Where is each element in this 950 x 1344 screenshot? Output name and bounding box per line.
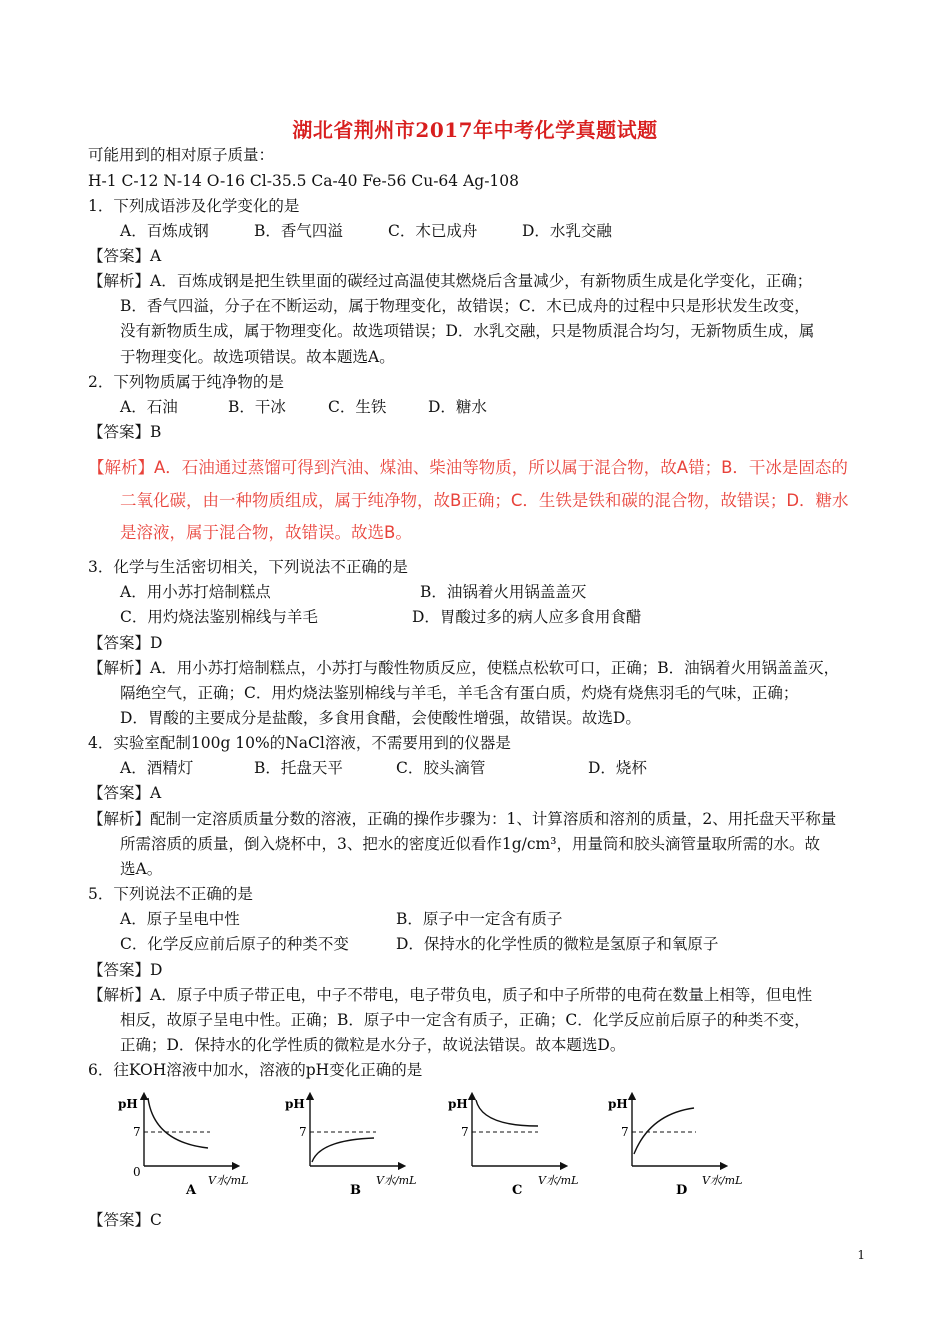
q1-option-b: B．香气四溢 bbox=[254, 222, 343, 240]
q5-option-b: B．原子中一定含有质子 bbox=[396, 910, 563, 928]
q3-option-c: C．用灼烧法鉴别棉线与羊毛 bbox=[120, 608, 318, 626]
q2-option-a: A．石油 bbox=[120, 398, 178, 416]
q1-analysis-line: 没有新物质生成，属于物理变化。故选项错误；D．水乳交融，只是物质混合均匀，无新物质生成，属 bbox=[120, 322, 815, 340]
q3-answer: 【答案】D bbox=[88, 634, 163, 652]
q2-option-d: D．糖水 bbox=[428, 398, 487, 416]
graph-c-ylabel: pH bbox=[448, 1097, 468, 1111]
q3-stem: 3．化学与生活密切相关，下列说法不正确的是 bbox=[88, 558, 408, 576]
q3-option-d: D．胃酸过多的病人应多食用食醋 bbox=[412, 608, 642, 626]
q1-answer: 【答案】A bbox=[88, 247, 162, 265]
q1-analysis-line: 【解析】A．百炼成钢是把生铁里面的碳经过高温使其燃烧后含量减少，有新物质生成是化学变化，正确； bbox=[88, 272, 813, 290]
q5-answer: 【答案】D bbox=[88, 961, 163, 979]
q2-stem: 2．下列物质属于纯净物的是 bbox=[88, 373, 284, 391]
q3-analysis-line: D．胃酸的主要成分是盐酸，多食用食醋，会使酸性增强，故错误。故选D。 bbox=[120, 709, 641, 727]
q6-stem: 6．往KOH溶液中加水，溶液的pH变化正确的是 bbox=[88, 1061, 423, 1079]
graph-a-ylabel: pH bbox=[118, 1097, 138, 1111]
q4-option-c: C．胶头滴管 bbox=[396, 759, 486, 777]
ph-graphs-figure bbox=[110, 1092, 770, 1204]
q2-option-b: B．干冰 bbox=[228, 398, 286, 416]
q2-analysis-line: 【解析】A．石油通过蒸馏可得到汽油、煤油、柴油等物质，所以属于混合物，故A错；B．干冰是固态的 bbox=[88, 458, 848, 477]
q5-option-d: D．保持水的化学性质的微粒是氢原子和氧原子 bbox=[396, 935, 719, 953]
q2-analysis-line: 是溶液，属于混合物，故错误。故选B。 bbox=[120, 523, 412, 542]
q5-option-a: A．原子呈电中性 bbox=[120, 910, 240, 928]
graph-c-seven: 7 bbox=[461, 1125, 469, 1139]
q4-analysis-line: 【解析】配制一定溶质质量分数的溶液，正确的操作步骤为：1、计算溶质和溶剂的质量，2、用托盘天平称量 bbox=[88, 810, 837, 828]
q4-analysis-line: 选A。 bbox=[120, 860, 163, 878]
page-title: 湖北省荆州市2017年中考化学真题试题 bbox=[292, 118, 658, 142]
q4-option-b: B．托盘天平 bbox=[254, 759, 343, 777]
graph-b-xlabel: V水/mL bbox=[376, 1174, 417, 1187]
graph-d-letter: D bbox=[676, 1183, 688, 1198]
q1-option-c: C．木已成舟 bbox=[388, 222, 478, 240]
q1-analysis-line: B．香气四溢，分子在不断运动，属于物理变化，故错误；C．木已成舟的过程中只是形状发生改变， bbox=[120, 297, 810, 315]
graph-b-letter: B bbox=[350, 1183, 361, 1198]
q4-stem: 4．实验室配制100g 10%的NaCl溶液，不需要用到的仪器是 bbox=[88, 734, 511, 752]
graph-a-letter: A bbox=[186, 1183, 197, 1198]
q1-stem: 1．下列成语涉及化学变化的是 bbox=[88, 197, 300, 215]
ph-graph-c bbox=[448, 1096, 578, 1198]
q1-option-a: A．百炼成钢 bbox=[120, 222, 209, 240]
graph-a-seven: 7 bbox=[133, 1125, 141, 1139]
q3-option-a: A．用小苏打焙制糕点 bbox=[120, 583, 271, 601]
q3-analysis-line: 【解析】A．用小苏打焙制糕点，小苏打与酸性物质反应，使糕点松软可口，正确；B．油锅着火用锅盖盖灭， bbox=[88, 659, 840, 677]
q1-option-d: D．水乳交融 bbox=[522, 222, 612, 240]
q1-analysis-line: 于物理变化。故选项错误。故本题选A。 bbox=[120, 348, 395, 366]
ph-graph-a bbox=[118, 1096, 248, 1198]
q5-option-c: C．化学反应前后原子的种类不变 bbox=[120, 935, 349, 953]
graph-a-zero: 0 bbox=[133, 1165, 141, 1179]
q5-analysis-line: 相反，故原子呈电中性。正确；B．原子中一定含有质子，正确；C．化学反应前后原子的种类不变， bbox=[120, 1011, 810, 1029]
q6-answer: 【答案】C bbox=[88, 1211, 162, 1229]
q2-answer: 【答案】B bbox=[88, 423, 162, 441]
q4-answer: 【答案】A bbox=[88, 784, 162, 802]
ph-graph-d bbox=[608, 1096, 742, 1198]
graph-c-letter: C bbox=[512, 1183, 523, 1198]
graph-d-ylabel: pH bbox=[608, 1097, 628, 1111]
graph-d-xlabel: V水/mL bbox=[702, 1174, 743, 1187]
graph-d-seven: 7 bbox=[621, 1125, 629, 1139]
graph-b-seven: 7 bbox=[299, 1125, 307, 1139]
q4-option-a: A．酒精灯 bbox=[120, 759, 194, 777]
graph-b-ylabel: pH bbox=[285, 1097, 305, 1111]
ph-graph-b bbox=[285, 1096, 416, 1198]
q5-stem: 5．下列说法不正确的是 bbox=[88, 885, 253, 903]
graph-c-xlabel: V水/mL bbox=[538, 1174, 579, 1187]
q2-analysis-line: 二氧化碳，由一种物质组成，属于纯净物，故B正确；C．生铁是铁和碳的混合物，故错误；D．糖水 bbox=[120, 491, 849, 510]
masses-label: 可能用到的相对原子质量： bbox=[88, 146, 275, 164]
q2-option-c: C．生铁 bbox=[328, 398, 387, 416]
q5-analysis-line: 【解析】A．原子中质子带正电，中子不带电，电子带负电，质子和中子所带的电荷在数量上相等，但电性 bbox=[88, 986, 813, 1004]
graph-a-xlabel: V水/mL bbox=[208, 1174, 249, 1187]
q4-analysis-line: 所需溶质的质量，倒入烧杯中，3、把水的密度近似看作1g/cm³，用量筒和胶头滴管量取所需的水。故 bbox=[120, 835, 820, 853]
q4-option-d: D．烧杯 bbox=[588, 759, 647, 777]
q5-analysis-line: 正确；D．保持水的化学性质的微粒是水分子，故说法错误。故本题选D。 bbox=[120, 1036, 626, 1054]
atomic-masses: H-1 C-12 N-14 O-16 Cl-35.5 Ca-40 Fe-56 Cu-64 Ag-108 bbox=[88, 172, 520, 190]
q3-option-b: B．油锅着火用锅盖盖灭 bbox=[420, 583, 587, 601]
page-number: 1 bbox=[857, 1248, 865, 1262]
q3-analysis-line: 隔绝空气，正确；C．用灼烧法鉴别棉线与羊毛，羊毛含有蛋白质，灼烧有烧焦羽毛的气味，正确； bbox=[120, 684, 799, 702]
